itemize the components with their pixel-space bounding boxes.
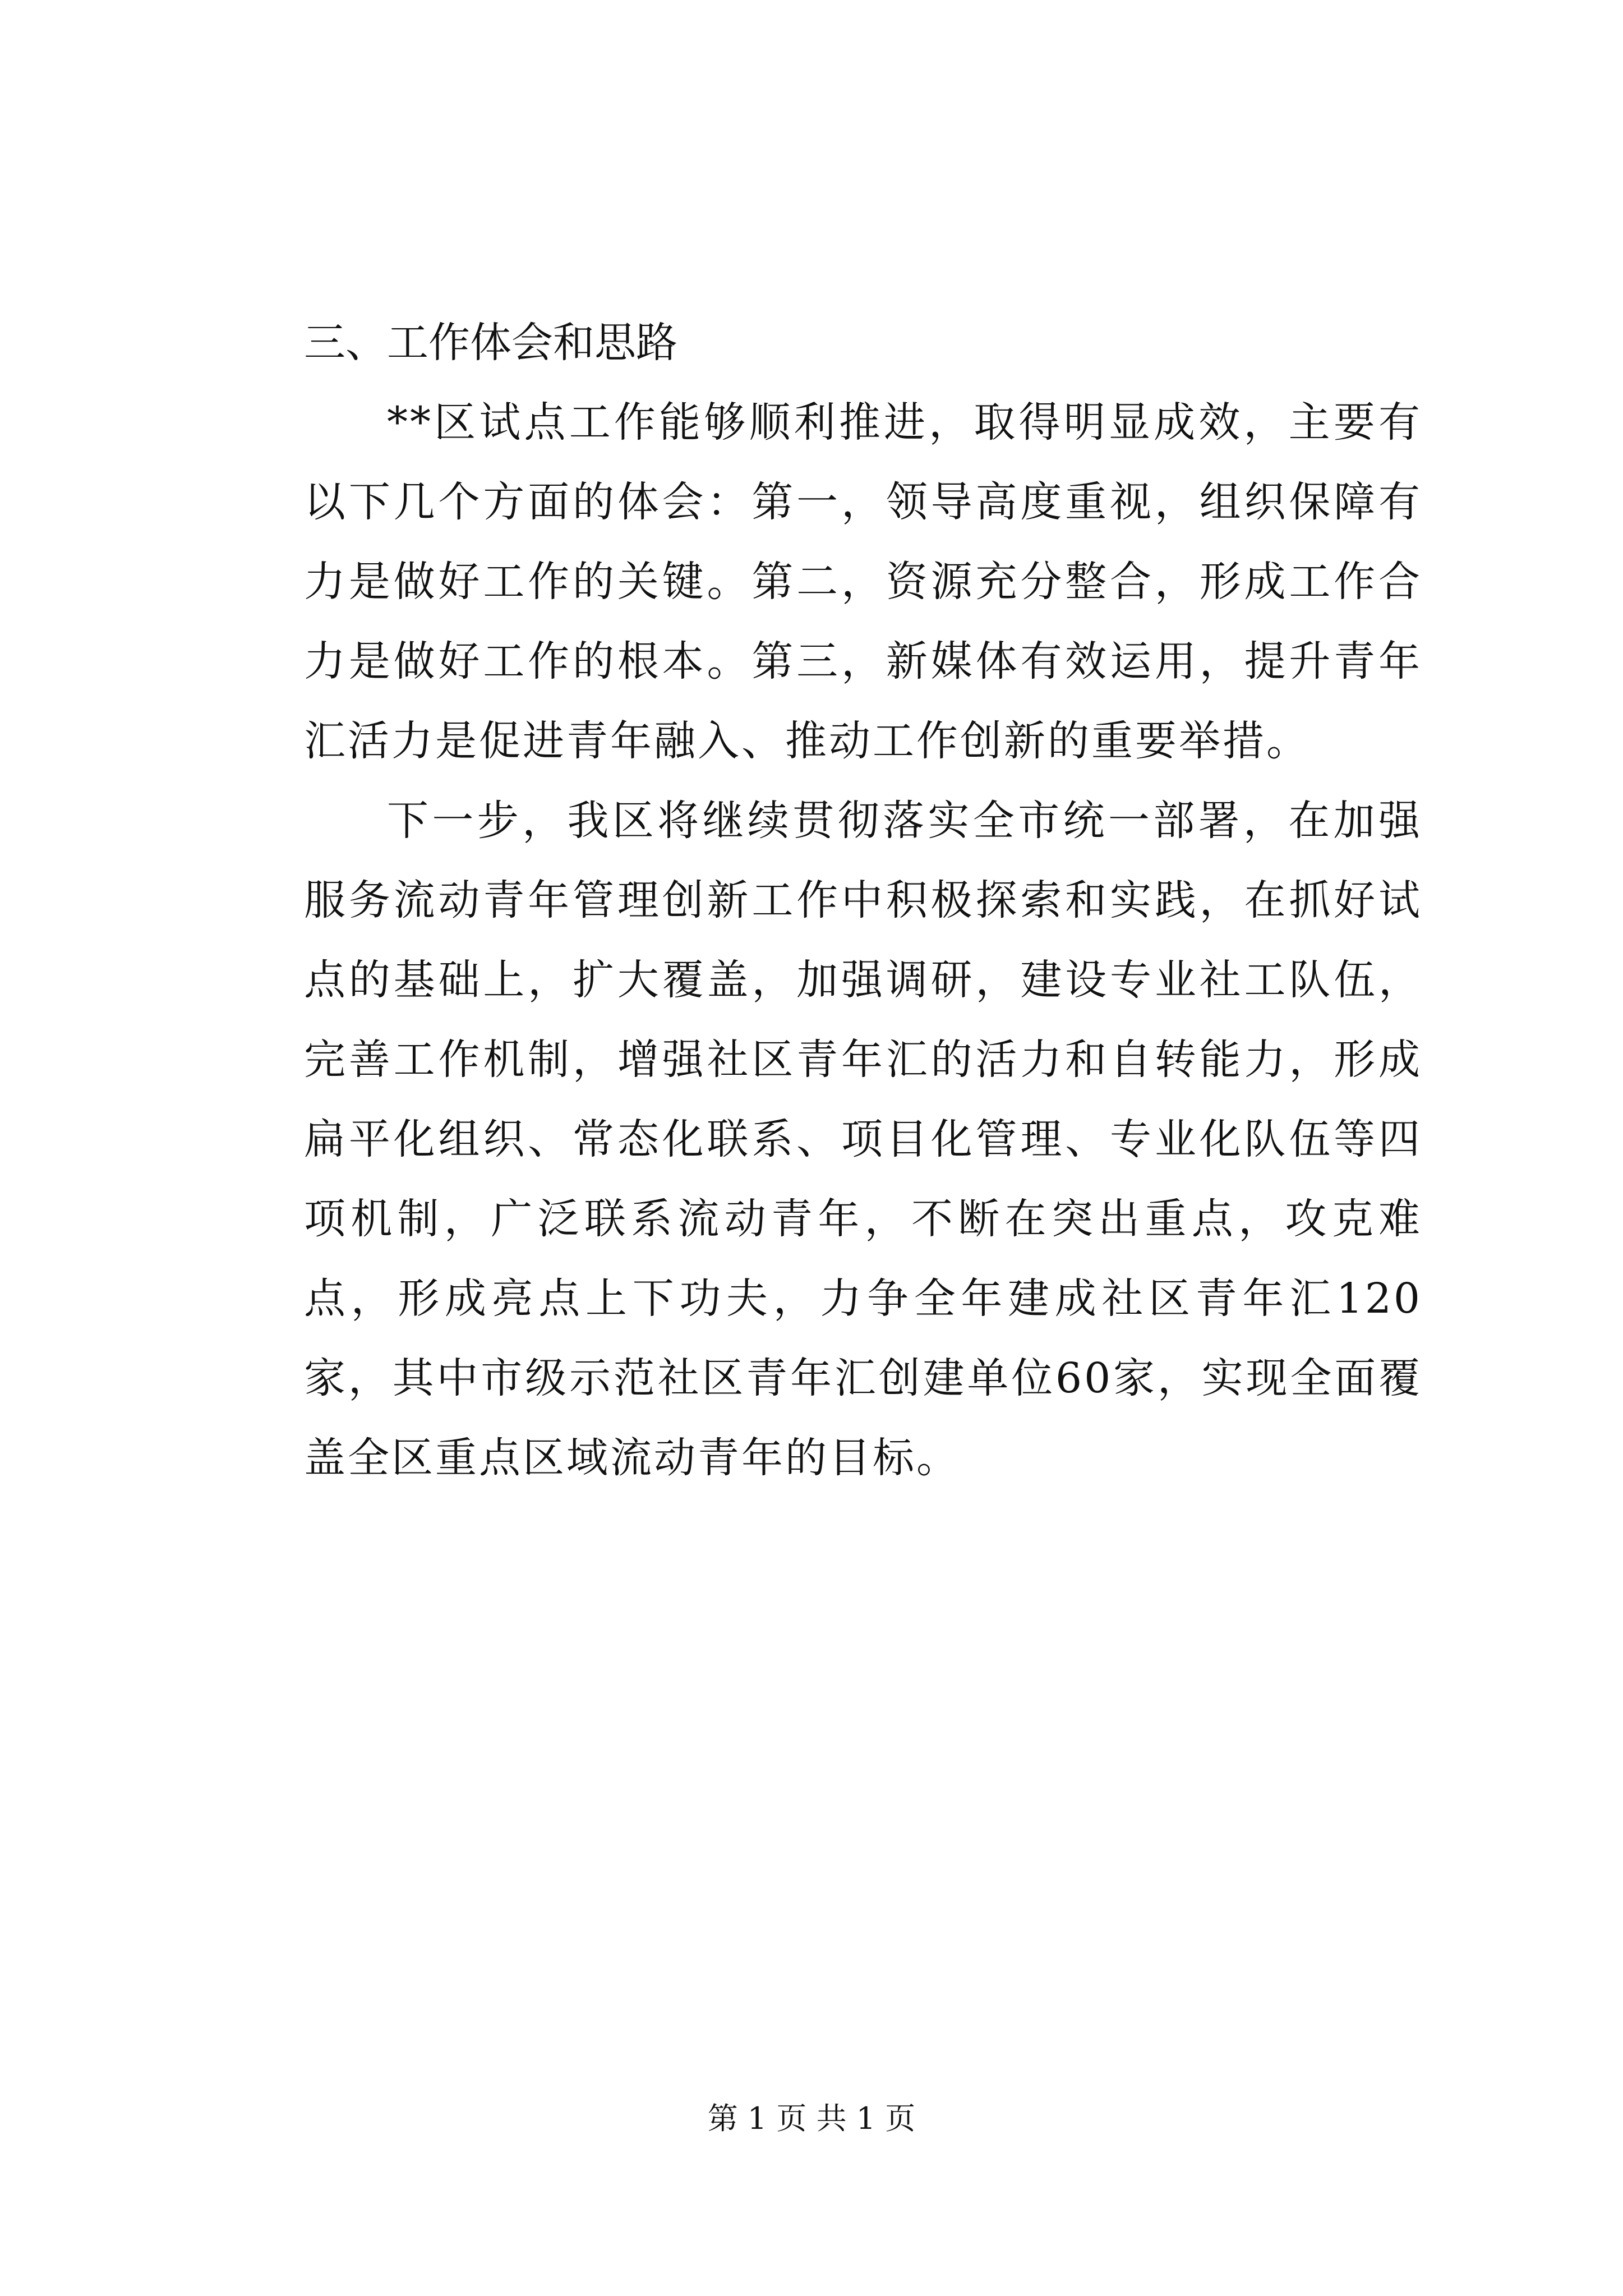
page-number-footer: 第 1 页 共 1 页 — [707, 2101, 916, 2136]
paragraph-experience: **区试点工作能够顺利推进，取得明显成效，主要有以下几个方面的体会：第一，领导高度重视，组织保障有力是做好工作的关键。第二，资源充分整合，形成工作合力是做好工作的根本。第三，新媒体有效运用，提升青年汇活力是促进青年融入、推动工作创新的重要举措。 — [304, 398, 1422, 765]
section-heading: 三、工作体会和思路 — [304, 319, 677, 367]
document-body — [304, 303, 1422, 1498]
paragraph-next-steps: 下一步，我区将继续贯彻落实全市统一部署，在加强服务流动青年管理创新工作中积极探索和实践，在抓好试点的基础上，扩大覆盖，加强调研，建设专业社工队伍，完善工作机制，增强社区青年汇的活力和自转能力，形成扁平化组织、常态化联系、项目化管理、专业化队伍等四项机制，广泛联系流动青年，不断在突出重点，攻克难点，形成亮点上下功夫，力争全年建成社区青年汇120家，其中市级示范社区青年汇创建单位60家，实现全面覆盖全区重点区域流动青年的目标。 — [304, 797, 1422, 1482]
